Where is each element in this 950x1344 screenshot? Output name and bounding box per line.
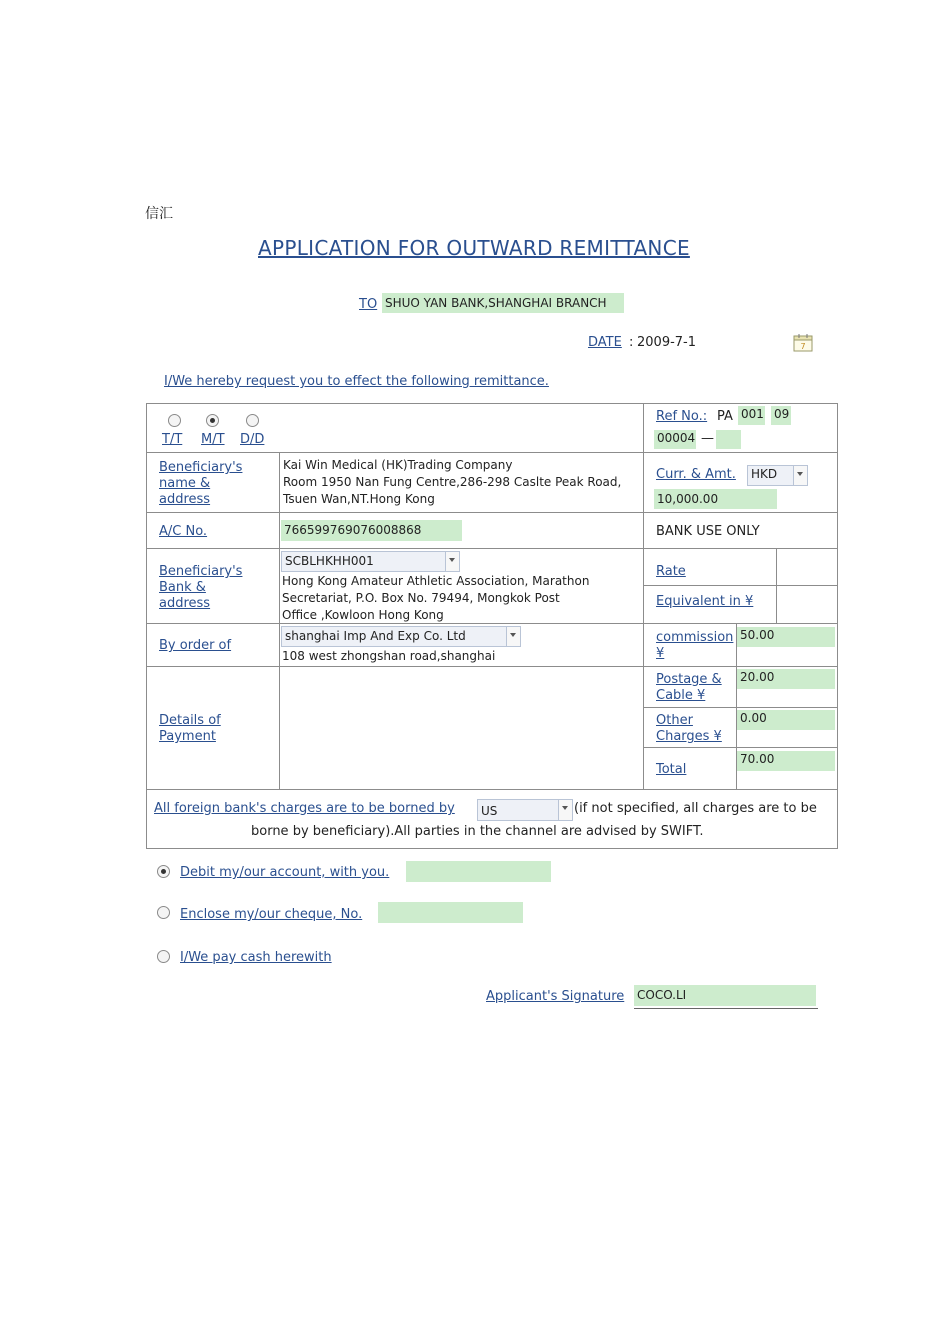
commission-field[interactable]: 50.00 [737,627,835,647]
account-field[interactable]: 766599769076008868 [281,520,462,541]
date-field[interactable]: 2009-7-1 [637,335,697,350]
ref-part1[interactable]: 001 [738,406,765,425]
option-tt-label[interactable]: T/T [162,432,183,447]
currency-label: Curr. & Amt. [656,467,736,482]
radio-dd[interactable] [246,414,259,427]
radio-cash[interactable] [157,950,170,963]
debit-field[interactable] [406,861,551,882]
ref-prefix: PA [717,409,733,424]
ref-part2[interactable]: 09 [771,406,791,425]
cash-label[interactable]: I/We pay cash herewith [180,950,332,965]
option-dd-label[interactable]: D/D [240,432,265,447]
request-text: I/We hereby request you to effect the following remittance. [164,374,549,389]
charges-note-1: (if not specified, all charges are to be [574,801,817,816]
debit-label[interactable]: Debit my/our account, with you. [180,865,390,880]
to-field[interactable]: SHUO YAN BANK,SHANGHAI BRANCH [382,293,624,313]
form-title: APPLICATION FOR OUTWARD REMITTANCE [258,236,690,260]
details-field[interactable] [281,668,641,787]
commission-label: commission ¥ [656,630,734,661]
rate-label: Rate [656,564,686,579]
other-charges-label: Other Charges ¥ [656,713,722,744]
radio-mt[interactable] [206,414,219,427]
bene-bank-label: Beneficiary's Bank & address [159,564,243,611]
cheque-label[interactable]: Enclose my/our cheque, No. [180,907,363,922]
bene-bank-address[interactable]: Hong Kong Amateur Athletic Association, Marathon Secretariat, P.O. Box No. 79494, Mongkok Post Office ,Kowloon Hong Kong [282,574,590,622]
ref-label: Ref No.: [656,409,708,424]
bank-use-only: BANK USE ONLY [656,524,760,539]
currency-select[interactable]: HKD [747,465,808,486]
beneficiary-name-address[interactable]: Kai Win Medical (HK)Trading Company Room 1950 Nan Fung Centre,286-298 Caslte Peak Road, Tsuen Wan,NT.Hong Kong [283,458,622,506]
postage-label: Postage & Cable ¥ [656,672,722,703]
equivalent-label: Equivalent in ¥ [656,594,754,609]
charges-note-2: borne by beneficiary).All parties in the channel are advised by SWIFT. [251,824,704,839]
amount-field[interactable]: 10,000.00 [654,489,777,509]
ref-part3[interactable]: 00004 [654,430,696,449]
total-field[interactable]: 70.00 [737,751,835,771]
svg-text:7: 7 [800,342,806,351]
postage-field[interactable]: 20.00 [737,669,835,689]
chevron-down-icon [445,552,459,571]
charges-label: All foreign bank's charges are to be borned by [154,801,455,816]
calendar-icon[interactable] [793,333,813,352]
ref-part4[interactable] [716,430,741,449]
chevron-down-icon [793,466,807,485]
chevron-down-icon [506,627,520,646]
order-company-select[interactable]: shanghai Imp And Exp Co. Ltd [281,626,521,647]
option-mt-label[interactable]: M/T [201,432,225,447]
ref-dash: — [701,431,714,446]
order-address[interactable]: 108 west zhongshan road,shanghai [282,649,496,663]
charges-select[interactable]: US [477,799,573,821]
chinese-title: 信汇 [145,206,173,222]
chevron-down-icon [558,800,572,820]
to-label: TO [359,297,378,312]
account-label: A/C No. [159,524,208,539]
beneficiary-label: Beneficiary's name & address [159,460,243,507]
radio-cheque[interactable] [157,906,170,919]
total-label: Total [656,762,687,777]
radio-debit[interactable] [157,865,170,878]
swift-select[interactable]: SCBLHKHH001 [281,551,460,572]
radio-tt[interactable] [168,414,181,427]
cheque-field[interactable] [378,902,523,923]
signature-label: Applicant's Signature [486,989,625,1004]
date-label: DATE [588,335,622,350]
signature-field[interactable]: COCO.LI [634,985,816,1006]
order-label: By order of [159,638,232,653]
other-charges-field[interactable]: 0.00 [737,710,835,730]
details-label: Details of Payment [159,713,221,744]
date-separator: : [629,335,634,350]
